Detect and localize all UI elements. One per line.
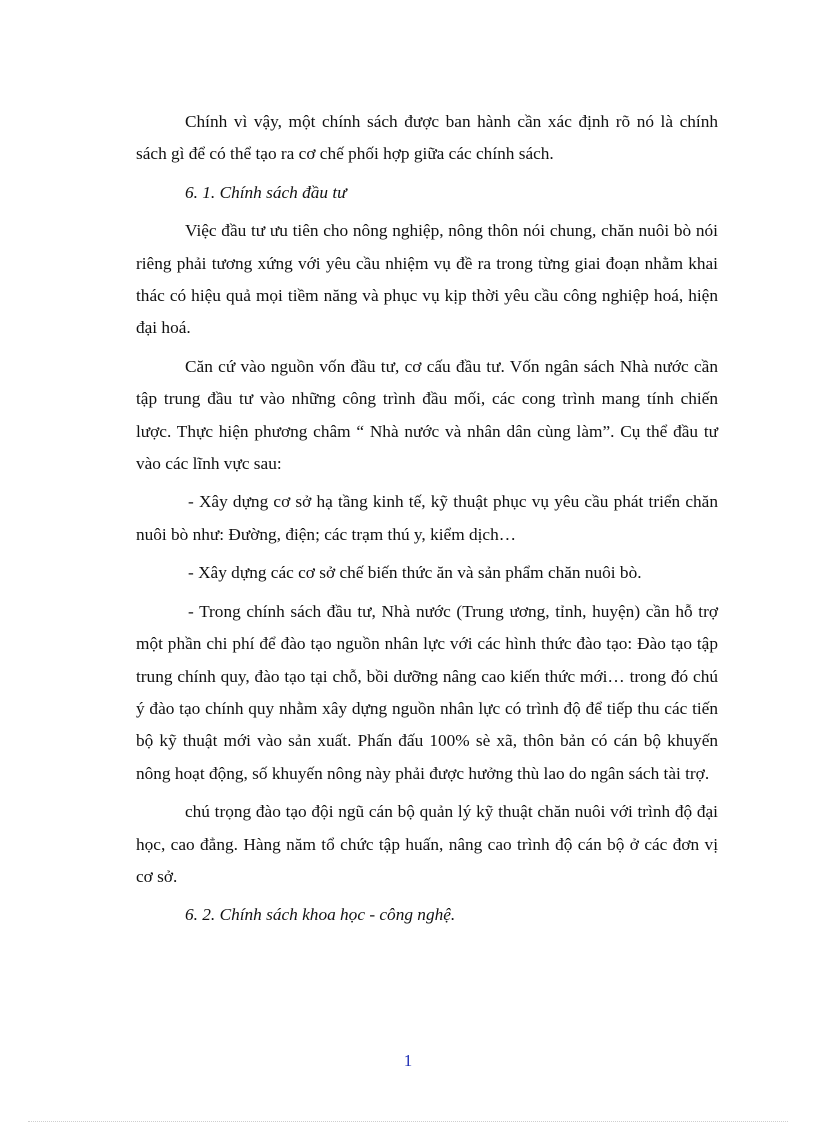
- section-heading-investment-policy: 6. 1. Chính sách đầu tư: [185, 182, 347, 202]
- page-bottom-divider: [28, 1121, 788, 1122]
- section-heading-science-technology-policy: 6. 2. Chính sách khoa học - công nghệ.: [185, 905, 456, 925]
- bullet-infrastructure: - Xây dựng cơ sở hạ tầng kinh tế, kỹ thuật phục vụ yêu cầu phát triển chăn nuôi bò như: Đường, điện; các trạm thú y, kiểm dịch…: [136, 492, 718, 544]
- paragraph-intro: Chính vì vậy, một chính sách được ban hành cần xác định rõ nó là chính sách gì để có thể tạo ra cơ chế phối hợp giữa các chính sách.: [136, 112, 718, 164]
- bullet-training-support: - Trong chính sách đầu tư, Nhà nước (Trung ương, tỉnh, huyện) cần hỗ trợ một phần chi phí để đào tạo nguồn nhân lực với các hình thức đào tạo: Đào tạo tập trung chính quy, đào tạo tại chỗ, bồi dưỡng nâng cao kiến thức mới… trong đó chú ý đào tạo chính quy nhằm xây dựng nguồn nhân lực có trình độ để tiếp thu các tiến bộ kỹ thuật mới vào sản xuất. Phấn đấu 100% sè xã, thôn bản có cán bộ khuyến nông hoạt động, số khuyến nông này phải được hưởng thù lao do ngân sách tài trợ.: [136, 601, 718, 783]
- paragraph-investment-priority: Việc đầu tư ưu tiên cho nông nghiệp, nông thôn nói chung, chăn nuôi bò nói riêng phải tương xứng với yêu cầu nhiệm vụ đề ra trong từng giai đoạn nhằm khai thác có hiệu quả mọi tiềm năng và phục vụ kịp thời yêu cầu công nghiệp hoá, hiện đại hoá.: [136, 221, 718, 338]
- bullet-processing-facilities: - Xây dựng các cơ sở chế biến thức ăn và sản phẩm chăn nuôi bò.: [188, 563, 642, 583]
- page-number: 1: [403, 1051, 413, 1070]
- page-body: [136, 106, 718, 938]
- paragraph-investment-sources: Căn cứ vào nguồn vốn đầu tư, cơ cấu đầu tư. Vốn ngân sách Nhà nước cần tập trung đầu tư vào những công trình đầu mối, các cong trình mang tính chiến lược. Thực hiện phương châm “ Nhà nước và nhân dân cùng làm”. Cụ thể đầu tư vào các lĩnh vực sau:: [136, 356, 718, 474]
- paragraph-staff-training: chú trọng đào tạo đội ngũ cán bộ quản lý kỹ thuật chăn nuôi với trình độ đại học, cao đẳng. Hàng năm tổ chức tập huấn, nâng cao trình độ cán bộ ở các đơn vị cơ sở.: [136, 802, 718, 886]
